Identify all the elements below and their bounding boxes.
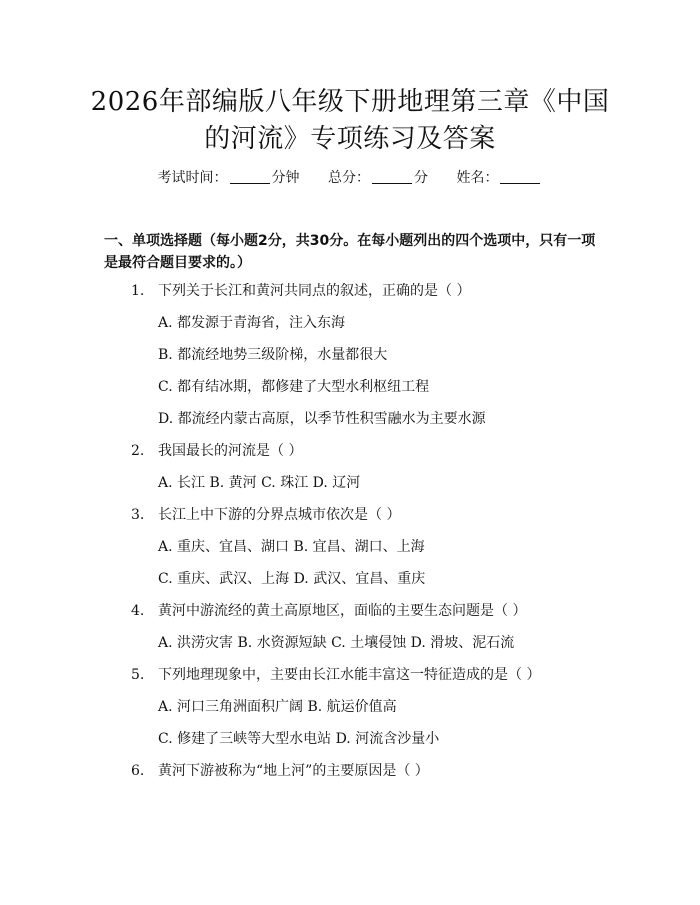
question-number: 1. [131, 283, 145, 299]
question-number: 4. [131, 603, 145, 619]
section-heading: 一、单项选择题（每小题2分，共30分。在每小题列出的四个选项中，只有一项是最符合题目要求的。） [104, 233, 596, 271]
question-number: 2. [131, 443, 145, 459]
question-text: 黄河中游流经的黄土高原地区，面临的主要生态问题是（ ） [158, 603, 527, 619]
question-2 [131, 441, 302, 461]
question-5 [131, 665, 540, 685]
question-number: 5. [131, 667, 145, 683]
question-5-options-cd: C. 修建了三峡等大型水电站 D. 河流含沙量小 [158, 731, 440, 747]
question-text: 下列地理现象中，主要由长江水能丰富这一特征造成的是（ ） [158, 667, 541, 683]
question-5-options-ab: A. 河口三角洲面积广阔 B. 航运价值高 [158, 699, 397, 715]
question-1-option-b: B. 都流经地势三级阶梯，水量都很大 [158, 347, 388, 363]
question-text: 我国最长的河流是（ ） [158, 443, 303, 459]
question-text: 下列关于长江和黄河共同点的叙述，正确的是（ ） [158, 283, 471, 299]
exam-time-field [158, 168, 300, 188]
exam-meta-row [0, 168, 700, 188]
student-name-blank [500, 169, 540, 184]
question-1-option-a: A. 都发源于青海省，注入东海 [158, 315, 346, 331]
exam-time-blank [230, 169, 270, 184]
exam-time-label: 考试时间： [157, 170, 228, 186]
question-number: 6. [131, 763, 145, 779]
question-1-option-d: D. 都流经内蒙古高原，以季节性积雪融水为主要水源 [158, 411, 486, 427]
question-number: 3. [131, 507, 145, 523]
total-score-blank [372, 169, 412, 184]
total-score-unit: 分 [414, 170, 428, 186]
question-6 [131, 761, 429, 781]
student-name-field [456, 168, 542, 188]
question-4 [131, 601, 526, 621]
question-1 [131, 281, 470, 301]
question-3 [131, 505, 400, 525]
question-1-option-c: C. 都有结冰期，都修建了大型水利枢纽工程 [158, 379, 430, 395]
question-text: 黄河下游被称为“地上河”的主要原因是（ ） [158, 763, 429, 779]
question-text: 长江上中下游的分界点城市依次是（ ） [158, 507, 401, 523]
document-title-line-1: 2026年部编版八年级下册地理第三章《中国 [90, 87, 610, 117]
question-3-options-ab: A. 重庆、宜昌、湖口 B. 宜昌、湖口、上海 [158, 539, 425, 555]
exam-time-unit: 分钟 [271, 170, 300, 186]
total-score-label: 总分： [328, 170, 370, 186]
question-2-options: A. 长江 B. 黄河 C. 珠江 D. 辽河 [158, 475, 361, 491]
document-title-line-2: 的河流》专项练习及答案 [204, 124, 496, 154]
student-name-label: 姓名： [456, 170, 499, 186]
question-4-options: A. 洪涝灾害 B. 水资源短缺 C. 土壤侵蚀 D. 滑坡、泥石流 [158, 635, 515, 651]
question-3-options-cd: C. 重庆、武汉、上海 D. 武汉、宜昌、重庆 [158, 571, 426, 587]
total-score-field [328, 168, 428, 188]
